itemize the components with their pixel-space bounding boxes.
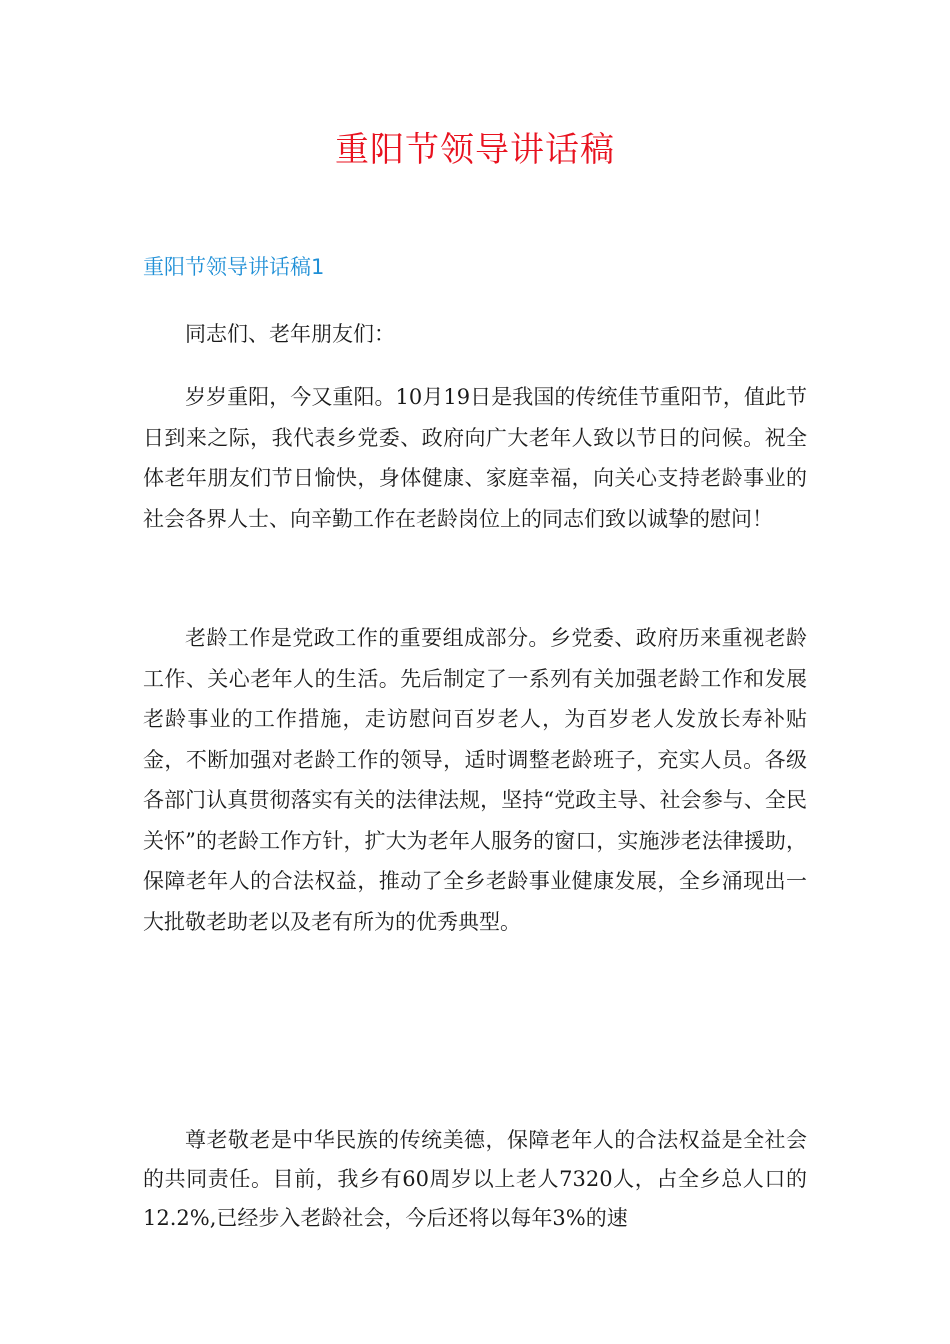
- body-paragraph-1: 岁岁重阳，今又重阳。10月19日是我国的传统佳节重阳节，值此节日到来之际，我代表乡党委、政府向广大老年人致以节日的问候。祝全体老年朋友们节日愉快，身体健康、家庭幸福，向关心支持老龄事业的社会各界人士、向辛勤工作在老龄岗位上的同志们致以诚挚的慰问！: [143, 385, 807, 531]
- body-paragraph-3: 尊老敬老是中华民族的传统美德，保障老年人的合法权益是全社会的共同责任。目前，我乡有60周岁以上老人7320人，占全乡总人口的12.2%,已经步入老龄社会，今后还将以每年3%的速: [143, 1128, 807, 1230]
- greeting-paragraph: 同志们、老年朋友们：: [185, 322, 395, 346]
- section-heading: 重阳节领导讲话稿1: [143, 255, 325, 279]
- document-title: 重阳节领导讲话稿: [335, 130, 615, 170]
- body-paragraph-2: 老龄工作是党政工作的重要组成部分。乡党委、政府历来重视老龄工作、关心老年人的生活。先后制定了一系列有关加强老龄工作和发展老龄事业的工作措施，走访慰问百岁老人，为百岁老人发放长寿补贴金，不断加强对老龄工作的领导，适时调整老龄班子，充实人员。各级各部门认真贯彻落实有关的法律法规，坚持“党政主导、社会参与、全民关怀”的老龄工作方针，扩大为老年人服务的窗口，实施涉老法律援助，保障老年人的合法权益，推动了全乡老龄事业健康发展，全乡涌现出一大批敬老助老以及老有所为的优秀典型。: [143, 626, 807, 934]
